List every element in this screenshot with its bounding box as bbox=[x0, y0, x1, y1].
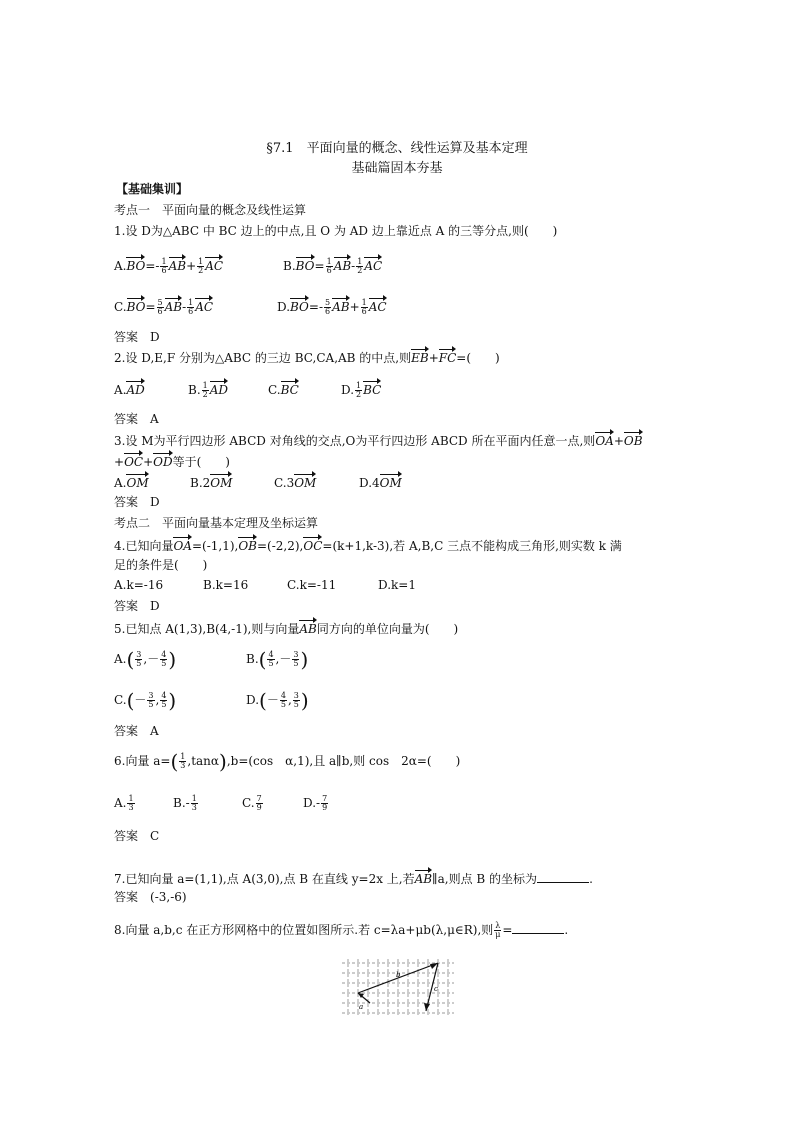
q4-option-b: B.k=16 bbox=[203, 578, 249, 592]
q1-option-a: A.BO=- $\frac{1}{6}$ AB+ $\frac{1}{2}$ AC bbox=[114, 257, 224, 275]
q6-option-a: A. $\frac{1}{3}$ bbox=[114, 794, 134, 812]
question-3-stem: 3.设 M为平行四边形 ABCD 对角线的交点,O为平行四边形 ABCD 所在平面内任意一点,则OA+OB bbox=[114, 431, 643, 449]
question-4-stem: 4.已知向量OA=(-1,1),OB=(-2,2),OC=(k+1,k-3),若 A,B,C 三点不能构成三角形,则实数 k 满 bbox=[114, 536, 622, 554]
question-3-stem-cont: +OC+OD等于( ) bbox=[114, 452, 230, 470]
label-b: b bbox=[396, 971, 401, 979]
question-1-stem: 1.设 D为△ABC 中 BC 边上的中点,且 O 为 AD 边上靠近点 A 的三等分点,则( ) bbox=[114, 224, 558, 238]
q2-option-a: A.AD bbox=[114, 380, 145, 398]
q7-answer: 答案 (-3,-6) bbox=[114, 890, 187, 904]
q4-option-c: C.k=-11 bbox=[287, 578, 337, 592]
q5-answer: 答案 A bbox=[114, 724, 159, 738]
q4-option-a: A.k=-16 bbox=[114, 578, 164, 592]
question-8-stem: 8.向量 a,b,c 在正方形网格中的位置如图所示.若 c=λa+μb(λ,μ∈R),则 $\frac{\lambda}{\mu}$ = . bbox=[114, 921, 569, 939]
q4-answer: 答案 D bbox=[114, 599, 160, 613]
vector-c-arrowhead bbox=[424, 1003, 430, 1011]
q1-option-c: C.BO= $\frac{5}{6}$ AB- $\frac{1}{6}$ AC bbox=[114, 298, 214, 316]
q5-option-d: D.(－ $\frac{4}{5}$ , $\frac{3}{5}$ ) bbox=[246, 688, 309, 713]
q2-option-d: D. $\frac{1}{2}$ BC bbox=[341, 381, 382, 399]
q1-option-d: D.BO=- $\frac{5}{6}$ AB+ $\frac{1}{6}$ AC bbox=[277, 298, 387, 316]
q3-option-c: C.3OM bbox=[274, 473, 316, 491]
q6-option-d: D.- $\frac{7}{9}$ bbox=[303, 794, 328, 812]
question-4-stem-cont: 足的条件是( ) bbox=[114, 558, 208, 572]
label-c: c bbox=[434, 985, 438, 993]
q6-option-c: C. $\frac{7}{9}$ bbox=[242, 794, 262, 812]
q3-option-a: A.OM bbox=[114, 473, 149, 491]
q1-answer: 答案 D bbox=[114, 330, 160, 344]
q3-option-b: B.2OM bbox=[190, 473, 232, 491]
label-a: a bbox=[359, 1003, 364, 1011]
q2-option-c: C.BC bbox=[268, 380, 299, 398]
q8-answer-blank[interactable] bbox=[512, 921, 564, 934]
page-title: §7.1 平面向量的概念、线性运算及基本定理 bbox=[266, 141, 528, 156]
topic-heading-1: 考点一 平面向量的概念及线性运算 bbox=[114, 203, 307, 217]
q5-option-a: A.( $\frac{3}{5}$ ,－ $\frac{4}{5}$ ) bbox=[114, 647, 177, 672]
q2-option-b: B. $\frac{1}{2}$ AD bbox=[188, 381, 229, 399]
section-heading: 【基础集训】 bbox=[116, 182, 189, 196]
q4-option-d: D.k=1 bbox=[378, 578, 416, 592]
vector-grid-figure bbox=[340, 958, 456, 1016]
q7-answer-blank[interactable] bbox=[537, 870, 589, 883]
q1-option-b: B.BO= $\frac{1}{6}$ AB- $\frac{1}{2}$ AC bbox=[283, 257, 383, 275]
q2-answer: 答案 A bbox=[114, 412, 159, 426]
q6-answer: 答案 C bbox=[114, 829, 160, 843]
topic-heading-2: 考点二 平面向量基本定理及坐标运算 bbox=[114, 516, 319, 530]
q3-answer: 答案 D bbox=[114, 495, 160, 509]
q5-option-b: B.( $\frac{4}{5}$ ,－ $\frac{3}{5}$ ) bbox=[246, 647, 309, 672]
question-6-stem: 6.向量 a=( $\frac{1}{3}$ ,tanα),b=(cos α,1),且 a∥b,则 cos 2α=( ) bbox=[114, 749, 461, 774]
q5-option-c: C.(－ $\frac{3}{5}$ , $\frac{4}{5}$ ) bbox=[114, 688, 177, 713]
page-subtitle: 基础篇固本夯基 bbox=[351, 161, 443, 176]
q3-option-d: D.4OM bbox=[359, 473, 402, 491]
q6-option-b: B.- $\frac{1}{3}$ bbox=[173, 794, 197, 812]
question-7-stem: 7.已知向量 a=(1,1),点 A(3,0),点 B 在直线 y=2x 上,若AB∥a,则点 B 的坐标为 . bbox=[114, 869, 593, 887]
question-5-stem: 5.已知点 A(1,3),B(4,-1),则与向量AB同方向的单位向量为( ) bbox=[114, 619, 458, 637]
question-2-stem: 2.设 D,E,F 分别为△ABC 的三边 BC,CA,AB 的中点,则EB+FC=( ) bbox=[114, 348, 500, 366]
